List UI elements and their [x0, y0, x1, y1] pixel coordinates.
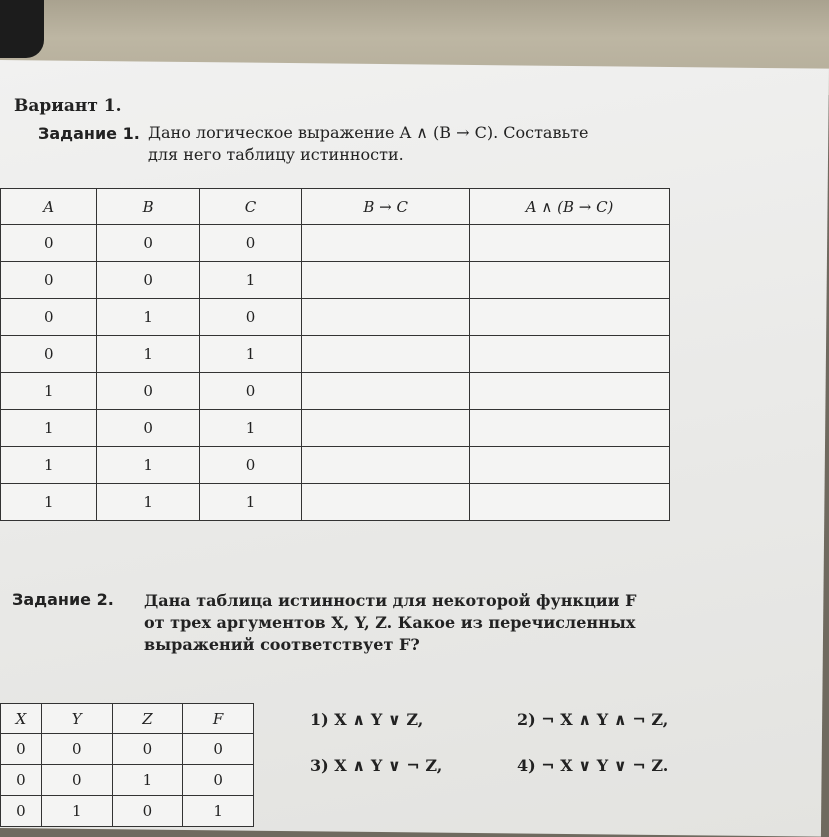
table-cell: 1: [41, 796, 112, 827]
task2-text-line3: выражений соответствует F?: [144, 635, 420, 654]
table1-header-b: B: [97, 189, 199, 225]
table-cell-empty: [470, 447, 670, 484]
table2-header-f: F: [183, 704, 254, 734]
table-cell: 1: [97, 447, 199, 484]
table-cell: 0: [97, 262, 199, 299]
table-cell: 0: [1, 734, 42, 765]
table-cell-empty: [302, 447, 470, 484]
answer-option-1: 1) X ∧ Y ∨ Z,: [310, 710, 424, 729]
table-cell-empty: [302, 336, 470, 373]
table-cell: 0: [183, 765, 254, 796]
table-row: [1, 262, 670, 299]
table-cell: 0: [1, 225, 97, 262]
table-cell: 0: [41, 734, 112, 765]
table-cell: 1: [199, 410, 301, 447]
table-cell-empty: [470, 262, 670, 299]
table-row: [1, 336, 670, 373]
table1-header-a: A: [1, 189, 97, 225]
task2-text-line1: Дана таблица истинности для некоторой функции F: [144, 591, 637, 610]
table-cell: 1: [1, 484, 97, 521]
table1-header-c: C: [199, 189, 301, 225]
table-cell: 0: [41, 765, 112, 796]
table-cell-empty: [470, 484, 670, 521]
table-cell-empty: [302, 373, 470, 410]
table-cell: 1: [199, 336, 301, 373]
table-cell: 1: [1, 410, 97, 447]
table-cell: 0: [97, 225, 199, 262]
table-cell-empty: [470, 225, 670, 262]
table-cell: 0: [199, 225, 301, 262]
answer-option-2: 2) ¬ X ∧ Y ∧ ¬ Z,: [517, 710, 669, 729]
table-cell-empty: [302, 484, 470, 521]
table-cell: 0: [183, 734, 254, 765]
variant-title: Вариант 1.: [14, 96, 122, 116]
table-cell: 0: [1, 765, 42, 796]
table-row: [1, 734, 254, 765]
task1-text-line1: Дано логическое выражение A ∧ (B → C). Составьте: [148, 123, 589, 142]
table-cell: 1: [112, 765, 183, 796]
table-cell: 1: [183, 796, 254, 827]
task1-label: Задание 1.: [38, 124, 140, 143]
table-cell-empty: [302, 262, 470, 299]
table-cell: 1: [97, 336, 199, 373]
table-cell-empty: [470, 299, 670, 336]
table-row: [1, 447, 670, 484]
task2-label: Задание 2.: [12, 590, 114, 609]
answer-option-4: 4) ¬ X ∨ Y ∨ ¬ Z.: [517, 756, 669, 775]
table-row: [1, 225, 670, 262]
task1-text-line2: для него таблицу истинности.: [148, 145, 404, 164]
table-cell: 1: [199, 262, 301, 299]
table1-header-b-implies-c: B → C: [302, 189, 470, 225]
table-row: [1, 796, 254, 827]
desk-corner-object: [0, 0, 44, 58]
table-cell: 0: [97, 410, 199, 447]
table-cell-empty: [302, 410, 470, 447]
table-cell: 0: [1, 796, 42, 827]
table-row: [1, 299, 670, 336]
answer-option-3: 3) X ∧ Y ∨ ¬ Z,: [310, 756, 443, 775]
table-cell: 1: [97, 484, 199, 521]
table-cell: 1: [199, 484, 301, 521]
table-cell-empty: [302, 225, 470, 262]
table-row: [1, 484, 670, 521]
table-cell-empty: [470, 336, 670, 373]
table-cell: 1: [1, 373, 97, 410]
table-cell: 0: [199, 373, 301, 410]
truth-table-1: [0, 188, 670, 521]
table-cell: 0: [199, 447, 301, 484]
table2-header-x: X: [1, 704, 42, 734]
table-cell-empty: [470, 373, 670, 410]
table-cell: 0: [97, 373, 199, 410]
table1-header-result: A ∧ (B → C): [470, 189, 670, 225]
table-cell: 0: [1, 336, 97, 373]
table2-header-z: Z: [112, 704, 183, 734]
table-cell: 1: [1, 447, 97, 484]
table-cell-empty: [470, 410, 670, 447]
table2-header-y: Y: [41, 704, 112, 734]
task2-text-line2: от трех аргументов X, Y, Z. Какое из перечисленных: [144, 613, 636, 632]
table-cell-empty: [302, 299, 470, 336]
table-cell: 1: [97, 299, 199, 336]
table-cell: 0: [112, 734, 183, 765]
table-row: [1, 765, 254, 796]
table-cell: 0: [199, 299, 301, 336]
table-row: [1, 373, 670, 410]
table-cell: 0: [1, 262, 97, 299]
table-cell: 0: [1, 299, 97, 336]
table-cell: 0: [112, 796, 183, 827]
table-row: [1, 410, 670, 447]
truth-table-2: [0, 703, 254, 827]
